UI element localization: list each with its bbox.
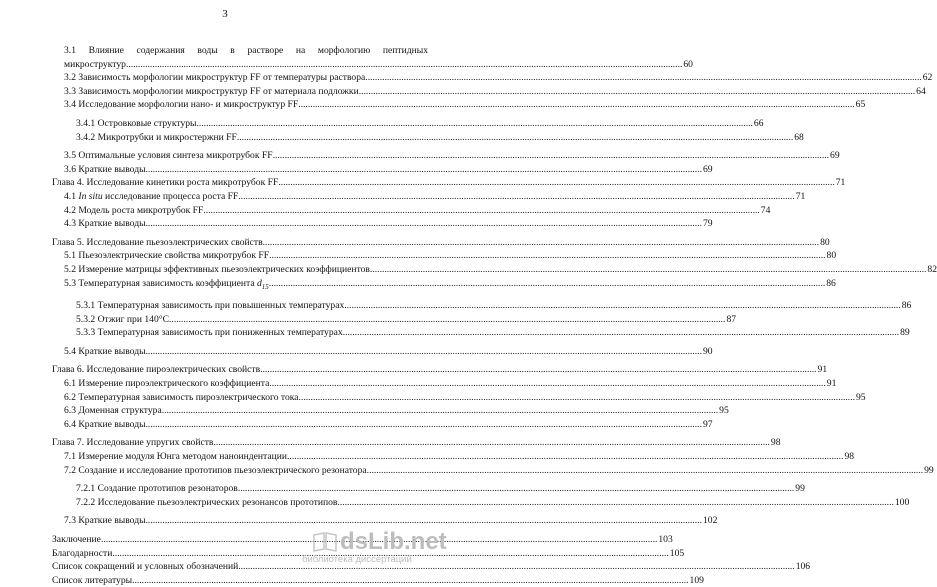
toc-entry[interactable]: [52, 277, 836, 295]
toc-entry-title: 5.2 Измерение матрицы эффективных пьезоэлектрических коэффициентов: [64, 263, 370, 275]
toc-entry[interactable]: [52, 377, 837, 391]
toc-entry-title: 3.3 Зависимость морфологии микроструктур FF от материала подложки: [64, 85, 359, 97]
toc-dot-leader: [367, 464, 923, 478]
watermark-logo: dsLib.net: [340, 528, 447, 555]
toc-page-number: 74: [760, 204, 771, 216]
toc-entry-title: 6.1 Измерение пироэлектрического коэффициента: [64, 377, 270, 389]
toc-entry[interactable]: [52, 117, 764, 131]
toc-entry-title: 4.2 Модель роста микротрубок FF: [64, 204, 204, 216]
toc-page-number: 87: [726, 313, 737, 325]
toc-entry-title: 6.4 Краткие выводы: [64, 418, 146, 430]
toc-entry[interactable]: [52, 98, 866, 112]
toc-page-number: 91: [826, 377, 837, 389]
toc-entry-title: 3.5 Оптимальные условия синтеза микротрубок FF: [64, 150, 273, 162]
toc-entry[interactable]: [52, 436, 781, 450]
toc-entry-title: 5.3.2 Отжиг при 140°C: [76, 313, 170, 325]
toc-entry[interactable]: [52, 326, 910, 340]
toc-page-number: 99: [795, 483, 805, 495]
book-icon: [312, 531, 338, 551]
toc-entry[interactable]: [52, 85, 926, 99]
toc-page-number: 71: [795, 190, 806, 202]
toc-entry[interactable]: [52, 176, 846, 190]
toc-entry-title: 7.2 Создание и исследование прототипов пьезоэлектрического резонатора: [64, 464, 367, 476]
toc-dot-leader: [238, 190, 794, 204]
toc-entry-title: 4.3 Краткие выводы: [64, 218, 146, 230]
toc-dot-leader: [169, 313, 725, 327]
toc-dot-leader: [146, 514, 702, 528]
toc-entry[interactable]: [52, 299, 912, 313]
toc-entry-title: Заключение: [52, 533, 101, 545]
toc-page-number: 66: [753, 117, 764, 129]
toc-page-number: 98: [770, 437, 781, 449]
toc-entry[interactable]: [52, 204, 771, 218]
toc-dot-leader: [337, 496, 893, 510]
toc-entry-title-cont: микроструктур: [64, 58, 126, 70]
toc-dot-leader: [146, 345, 702, 359]
toc-entry-title: 5.3.1 Температурная зависимость при повышенных температурах: [76, 300, 345, 311]
toc-dot-leader: [269, 277, 825, 291]
toc-entry[interactable]: [52, 236, 830, 250]
toc-page-number: 105: [669, 547, 685, 559]
toc-entry[interactable]: [52, 313, 737, 327]
toc-entry[interactable]: [52, 263, 937, 277]
toc-entry-title: 7.1 Измерение модуля Юнга методом наноиндентации: [64, 450, 288, 462]
toc-entry[interactable]: [52, 450, 855, 464]
toc-page-number: 82: [927, 263, 937, 275]
toc-entry-title: 3.4.1 Островковые структуры: [76, 117, 197, 129]
toc-page-number: 64: [916, 85, 926, 97]
toc-entry[interactable]: [52, 496, 910, 510]
toc-entry[interactable]: [52, 363, 828, 377]
toc-page-number: 109: [689, 574, 704, 586]
toc-entry-title: Глава 7. Исследование упругих свойств: [52, 437, 214, 449]
toc-entry[interactable]: [52, 149, 840, 163]
toc-dot-leader: [146, 217, 702, 231]
page-number: 3: [222, 8, 228, 20]
toc-dot-leader: [273, 149, 829, 163]
toc-entry[interactable]: [52, 131, 804, 145]
toc-dot-leader: [370, 263, 926, 277]
toc-dot-leader: [343, 326, 899, 340]
toc-entry[interactable]: [52, 190, 806, 204]
toc-entry-title: 6.2 Температурная зависимость пироэлектрического тока: [64, 391, 299, 403]
toc-entry-title: 3.4 Исследование морфологии нано- и микроструктур FF: [64, 99, 299, 111]
toc-entry-title: 7.2.2 Исследование пьезоэлектрических резонансов прототипов: [76, 496, 338, 508]
toc-dot-leader: [237, 131, 793, 145]
toc-page-number: 86: [901, 300, 912, 311]
toc-page-number: 62: [922, 72, 933, 84]
toc-dot-leader: [269, 377, 825, 391]
toc-dot-leader: [146, 163, 702, 177]
toc-page-number: 98: [844, 450, 855, 462]
toc-entry[interactable]: [52, 71, 933, 85]
toc-page-number: 89: [900, 327, 910, 339]
toc-dot-leader: [132, 574, 688, 587]
toc-entry-title: 3.2 Зависимость морфологии микроструктур FF от температуры раствора: [64, 72, 366, 84]
toc-dot-leader: [162, 404, 718, 418]
toc-entry-title: 6.3 Доменная структура: [64, 405, 162, 417]
toc-dot-leader: [344, 299, 900, 313]
toc-dot-leader: [365, 71, 921, 85]
toc-page-number: 69: [702, 163, 713, 175]
toc-dot-leader: [287, 450, 843, 464]
toc-page-number: 97: [702, 418, 713, 430]
toc-entry-title: 5.4 Краткие выводы: [64, 345, 146, 357]
toc-entry[interactable]: [52, 163, 713, 177]
toc-entry-title: Список литературы: [52, 574, 133, 586]
toc-entry[interactable]: [52, 418, 713, 432]
toc-dot-leader: [299, 391, 855, 405]
table-of-contents: [52, 44, 937, 587]
toc-entry[interactable]: [52, 514, 718, 528]
toc-entry[interactable]: [52, 482, 805, 496]
watermark: [302, 528, 447, 568]
toc-entry-title: 5.3.3 Температурная зависимость при пониженных температурах: [76, 327, 343, 339]
toc-entry-title: 7.3 Краткие выводы: [64, 515, 146, 527]
toc-dot-leader: [196, 117, 752, 131]
toc-page-number: 80: [820, 236, 830, 248]
toc-page-number: 80: [826, 250, 837, 262]
toc-entry[interactable]: [52, 404, 729, 418]
toc-dot-leader: [263, 236, 819, 250]
toc-dot-leader: [269, 249, 825, 263]
toc-dot-leader: [238, 482, 794, 496]
toc-entry-title: 7.2.1 Создание прототипов резонаторов: [76, 483, 238, 495]
toc-entry-title: 5.3 Температурная зависимость коэффициента $d_{15}$: [64, 277, 269, 291]
toc-entry[interactable]: [52, 249, 837, 263]
toc-page-number: 90: [702, 345, 713, 357]
toc-page-number: 95: [719, 405, 729, 417]
toc-entry-title: Глава 6. Исследование пироэлектрических свойств: [52, 364, 261, 376]
toc-entry[interactable]: [52, 217, 713, 231]
toc-page-number: 65: [855, 99, 866, 111]
toc-entry-title: Глава 4. Исследование кинетики роста микротрубок FF: [52, 177, 279, 189]
toc-page-number: 102: [702, 515, 718, 527]
toc-entry[interactable]: [52, 574, 704, 587]
watermark-subtitle: библиотека диссертаций: [302, 554, 412, 565]
toc-page-number: 100: [894, 496, 910, 508]
toc-entry[interactable]: [52, 44, 693, 71]
toc-entry-title: Благодарности: [52, 547, 113, 559]
toc-dot-leader: [359, 85, 915, 99]
toc-dot-leader: [298, 98, 854, 112]
toc-entry[interactable]: [52, 464, 934, 478]
toc-page-number: 86: [826, 277, 836, 289]
toc-page-number: 95: [855, 391, 866, 403]
toc-entry-title: 5.1 Пьезоэлектрические свойства микротрубок FF: [64, 250, 270, 262]
toc-page-number: 79: [702, 218, 713, 230]
toc-page-number: 99: [924, 464, 934, 476]
toc-entry[interactable]: [52, 391, 866, 405]
toc-dot-leader: [203, 204, 759, 218]
toc-entry-title: Глава 5. Исследование пьезоэлектрических свойств: [52, 236, 263, 248]
toc-entry-title: 4.1 In situ исследование процесса роста FF: [64, 190, 239, 202]
toc-page-number: 103: [658, 533, 673, 545]
toc-entry-title: Список сокращений и условных обозначений: [52, 561, 239, 573]
toc-page-number: 69: [830, 150, 840, 162]
toc-dot-leader: [126, 58, 682, 72]
toc-entry-title: 3.4.2 Микротрубки и микростержни FF: [76, 131, 237, 143]
toc-dot-leader: [260, 363, 816, 377]
toc-dot-leader: [213, 436, 769, 450]
toc-page-number: 106: [795, 561, 811, 573]
toc-entry-title: 3.1 Влияние содержания воды в растворе на морфологию пептидных: [64, 45, 428, 56]
toc-dot-leader: [146, 418, 702, 432]
toc-page-number: 68: [794, 131, 804, 143]
toc-entry[interactable]: [52, 345, 713, 359]
toc-dot-leader: [278, 176, 834, 190]
toc-page-number: 71: [835, 177, 846, 189]
toc-entry-title: 3.6 Краткие выводы: [64, 163, 146, 175]
toc-page-number: 60: [683, 58, 693, 70]
toc-page-number: 91: [817, 364, 828, 376]
